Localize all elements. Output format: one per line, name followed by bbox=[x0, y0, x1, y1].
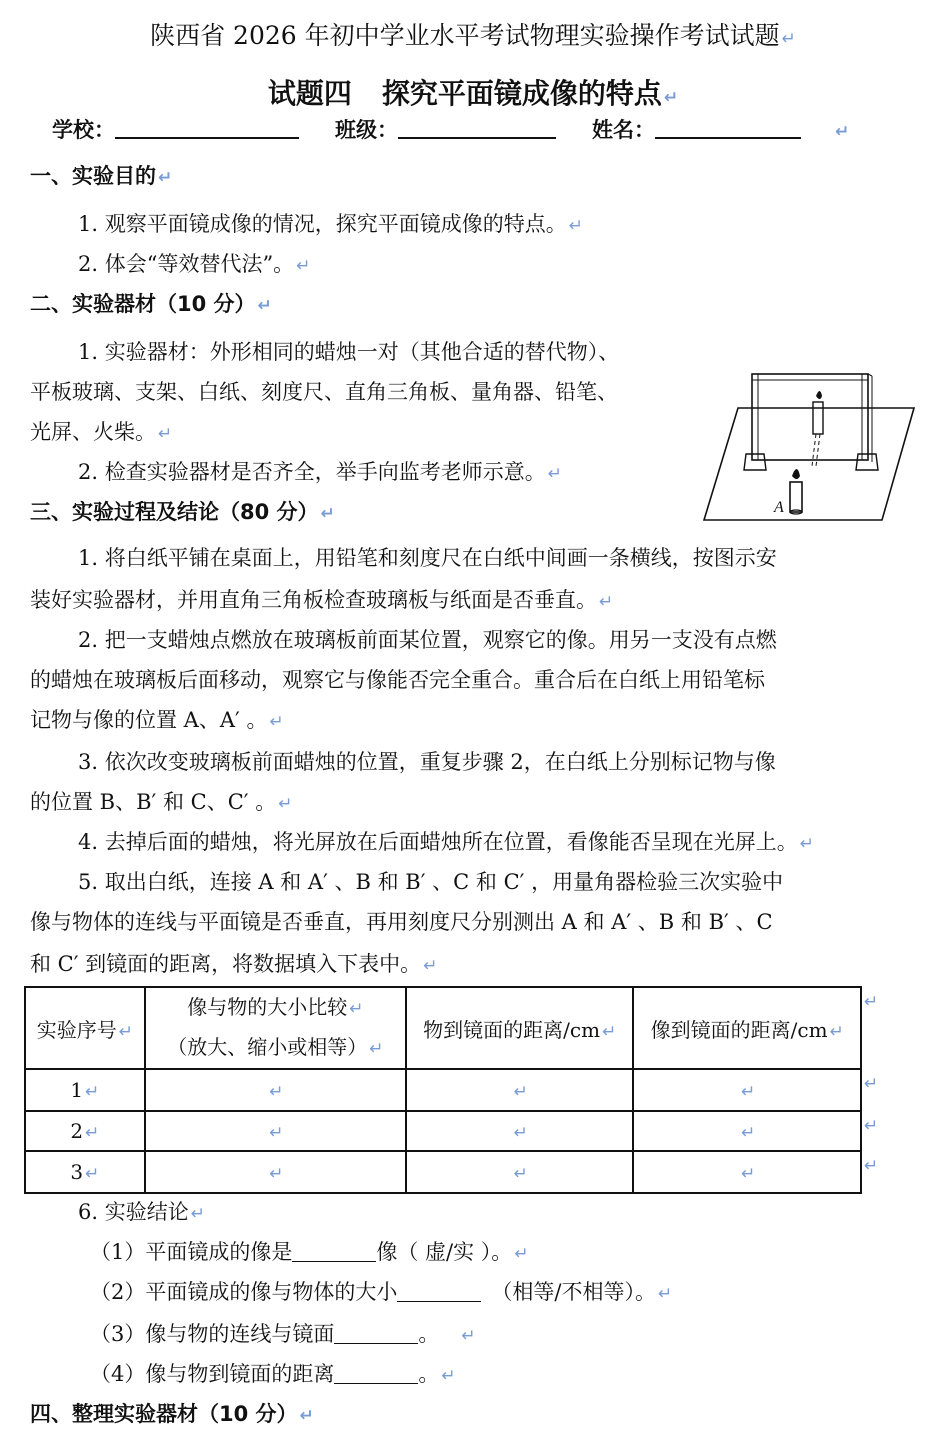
step-5-line-1: 5. 取出白纸，连接 A 和 A′ 、B 和 B′ 、C 和 C′ ，用量角器检验三次实验中 bbox=[78, 870, 784, 894]
return-mark-icon: ↵ bbox=[599, 592, 614, 612]
conclusion-2: （2）平面镜成的像与物体的大小 （相等/不相等）。 ↵ bbox=[90, 1280, 673, 1304]
section-heading-procedure: 三、实验过程及结论（80 分） ↵ bbox=[30, 500, 335, 524]
class-label: 班级： bbox=[335, 118, 398, 142]
image-distance-cell[interactable] bbox=[633, 1111, 861, 1151]
return-mark-icon: ↵ bbox=[835, 122, 850, 142]
glass-plate bbox=[752, 374, 868, 460]
return-mark-icon: ↵ bbox=[513, 1082, 528, 1102]
return-mark-icon: ↵ bbox=[269, 1164, 284, 1184]
school-label: 学校： bbox=[52, 118, 115, 142]
purpose-item-1: 1. 观察平面镜成像的情况，探究平面镜成像的特点。 ↵ bbox=[78, 212, 583, 236]
header-size-comparison: 像与物的大小比较 ↵ （放大、缩小或相等） ↵ bbox=[145, 987, 406, 1069]
candle-behind bbox=[812, 391, 823, 466]
return-mark-icon: ↵ bbox=[864, 1156, 879, 1176]
return-mark-icon: ↵ bbox=[864, 992, 879, 1012]
object-distance-cell[interactable] bbox=[406, 1151, 634, 1193]
step-5-line-3: 和 C′ 到镜面的距离，将数据填入下表中。 ↵ bbox=[30, 952, 438, 976]
conclusion-4: （4）像与物到镜面的距离 。 ↵ bbox=[90, 1362, 456, 1386]
return-mark-icon: ↵ bbox=[513, 1164, 528, 1184]
size-comparison-cell[interactable] bbox=[145, 1151, 406, 1193]
return-mark-icon: ↵ bbox=[269, 1123, 284, 1143]
image-distance-cell[interactable] bbox=[633, 1151, 861, 1193]
header-trial-number: 实验序号 ↵ bbox=[25, 987, 145, 1069]
step-3-line-1: 3. 依次改变玻璃板前面蜡烛的位置，重复步骤 2，在白纸上分别标记物与像 bbox=[78, 750, 776, 774]
class-field[interactable] bbox=[398, 119, 556, 139]
step-2-line-2: 的蜡烛在玻璃板后面移动，观察它与像能否完全重合。重合后在白纸上用铅笔标 bbox=[30, 668, 765, 692]
return-mark-icon: ↵ bbox=[158, 424, 173, 444]
image-distance-cell[interactable] bbox=[633, 1069, 861, 1111]
return-mark-icon: ↵ bbox=[299, 1406, 314, 1426]
size-comparison-cell[interactable] bbox=[145, 1111, 406, 1151]
apparatus-figure bbox=[700, 366, 922, 526]
return-mark-icon: ↵ bbox=[85, 1164, 100, 1184]
return-mark-icon: ↵ bbox=[296, 256, 311, 276]
return-mark-icon: ↵ bbox=[85, 1123, 100, 1143]
return-mark-icon: ↵ bbox=[369, 1039, 384, 1059]
object-distance-cell[interactable] bbox=[406, 1111, 634, 1151]
step-4: 4. 去掉后面的蜡烛，将光屏放在后面蜡烛所在位置，看像能否呈现在光屏上。 ↵ bbox=[78, 830, 814, 854]
candle-label-a: A bbox=[774, 499, 784, 516]
return-mark-icon: ↵ bbox=[781, 29, 796, 49]
return-mark-icon: ↵ bbox=[349, 999, 364, 1019]
conclusion-1: （1）平面镜成的像是 像（ 虚/实 ）。 ↵ bbox=[90, 1240, 529, 1264]
question-title: 试题四 探究平面镜成像的特点 ↵ bbox=[267, 77, 679, 110]
return-mark-icon: ↵ bbox=[547, 464, 562, 484]
return-mark-icon: ↵ bbox=[602, 1021, 617, 1042]
section-heading-cleanup: 四、整理实验器材（10 分） ↵ bbox=[30, 1402, 314, 1426]
return-mark-icon: ↵ bbox=[423, 956, 438, 976]
purpose-item-2: 2. 体会“等效替代法”。 ↵ bbox=[78, 252, 311, 276]
equipment-item-1-line-3: 光屏、火柴。 ↵ bbox=[30, 420, 173, 444]
return-mark-icon: ↵ bbox=[85, 1082, 100, 1102]
conclusion-4-blank[interactable] bbox=[334, 1364, 418, 1384]
conclusion-3: （3）像与物的连线与镜面 。 ↵ bbox=[90, 1322, 476, 1346]
return-mark-icon: ↵ bbox=[568, 216, 583, 236]
step-2-line-3: 记物与像的位置 A、A′ 。 ↵ bbox=[30, 708, 284, 732]
support-right bbox=[856, 454, 878, 470]
candle-front bbox=[790, 469, 802, 514]
return-mark-icon: ↵ bbox=[741, 1123, 756, 1143]
table-row bbox=[25, 1069, 861, 1111]
name-label: 姓名： bbox=[592, 118, 655, 142]
header-object-distance: 物到镜面的距离/cm ↵ bbox=[406, 987, 634, 1069]
conclusion-2-blank[interactable] bbox=[397, 1282, 481, 1302]
trial-number-cell: 2 ↵ bbox=[25, 1111, 145, 1151]
trial-number-cell: 1 ↵ bbox=[25, 1069, 145, 1111]
return-mark-icon: ↵ bbox=[269, 712, 284, 732]
table-header-row bbox=[25, 987, 861, 1069]
return-mark-icon: ↵ bbox=[513, 1123, 528, 1143]
step-5-line-2: 像与物体的连线与平面镜是否垂直，再用刻度尺分别测出 A 和 A′ 、B 和 B′ 、C bbox=[30, 910, 773, 934]
return-mark-icon: ↵ bbox=[741, 1164, 756, 1184]
return-mark-icon: ↵ bbox=[514, 1244, 529, 1264]
table-row bbox=[25, 1151, 861, 1193]
table-row bbox=[25, 1111, 861, 1151]
step-3-line-2: 的位置 B、B′ 和 C、C′ 。 ↵ bbox=[30, 790, 293, 814]
size-comparison-cell[interactable] bbox=[145, 1069, 406, 1111]
return-mark-icon: ↵ bbox=[278, 794, 293, 814]
section-heading-equipment: 二、实验器材（10 分） ↵ bbox=[30, 292, 272, 316]
equipment-item-1-line-1: 1. 实验器材：外形相同的蜡烛一对（其他合适的替代物）、 bbox=[78, 340, 620, 364]
return-mark-icon: ↵ bbox=[741, 1082, 756, 1102]
conclusion-1-blank[interactable] bbox=[292, 1242, 376, 1262]
step-2-line-1: 2. 把一支蜡烛点燃放在玻璃板前面某位置，观察它的像。用另一支没有点燃 bbox=[78, 628, 777, 652]
support-left bbox=[744, 454, 766, 470]
return-mark-icon: ↵ bbox=[320, 504, 335, 524]
equipment-item-2: 2. 检查实验器材是否齐全，举手向监考老师示意。 ↵ bbox=[78, 460, 562, 484]
return-mark-icon: ↵ bbox=[657, 1284, 673, 1304]
return-mark-icon: ↵ bbox=[118, 1021, 133, 1042]
school-field[interactable] bbox=[115, 119, 299, 139]
return-mark-icon: ↵ bbox=[829, 1021, 844, 1042]
exam-title: 陕西省 2026 年初中学业水平考试物理实验操作考试试题 ↵ bbox=[150, 21, 796, 50]
object-distance-cell[interactable] bbox=[406, 1069, 634, 1111]
return-mark-icon: ↵ bbox=[799, 834, 814, 854]
return-mark-icon: ↵ bbox=[864, 1074, 879, 1094]
conclusion-heading: 6. 实验结论 ↵ bbox=[78, 1200, 205, 1224]
return-mark-icon: ↵ bbox=[158, 168, 173, 188]
return-mark-icon: ↵ bbox=[461, 1326, 476, 1346]
name-field[interactable] bbox=[655, 119, 801, 139]
return-mark-icon: ↵ bbox=[441, 1366, 456, 1386]
return-mark-icon: ↵ bbox=[864, 1116, 879, 1136]
white-paper bbox=[704, 408, 914, 520]
data-table bbox=[24, 986, 862, 1194]
header-image-distance: 像到镜面的距离/cm ↵ bbox=[633, 987, 861, 1069]
trial-number-cell: 3 ↵ bbox=[25, 1151, 145, 1193]
step-1-line-2: 装好实验器材，并用直角三角板检查玻璃板与纸面是否垂直。 ↵ bbox=[30, 588, 614, 612]
student-info-row bbox=[52, 114, 849, 144]
conclusion-3-blank[interactable] bbox=[334, 1324, 418, 1344]
step-1-line-1: 1. 将白纸平铺在桌面上，用铅笔和刻度尺在白纸中间画一条横线，按图示安 bbox=[78, 546, 777, 570]
return-mark-icon: ↵ bbox=[269, 1082, 284, 1102]
return-mark-icon: ↵ bbox=[257, 296, 272, 316]
section-heading-purpose: 一、实验目的 ↵ bbox=[30, 164, 173, 188]
return-mark-icon: ↵ bbox=[663, 88, 679, 108]
return-mark-icon: ↵ bbox=[190, 1204, 205, 1224]
equipment-item-1-line-2: 平板玻璃、支架、白纸、刻度尺、直角三角板、量角器、铅笔、 bbox=[30, 380, 618, 404]
